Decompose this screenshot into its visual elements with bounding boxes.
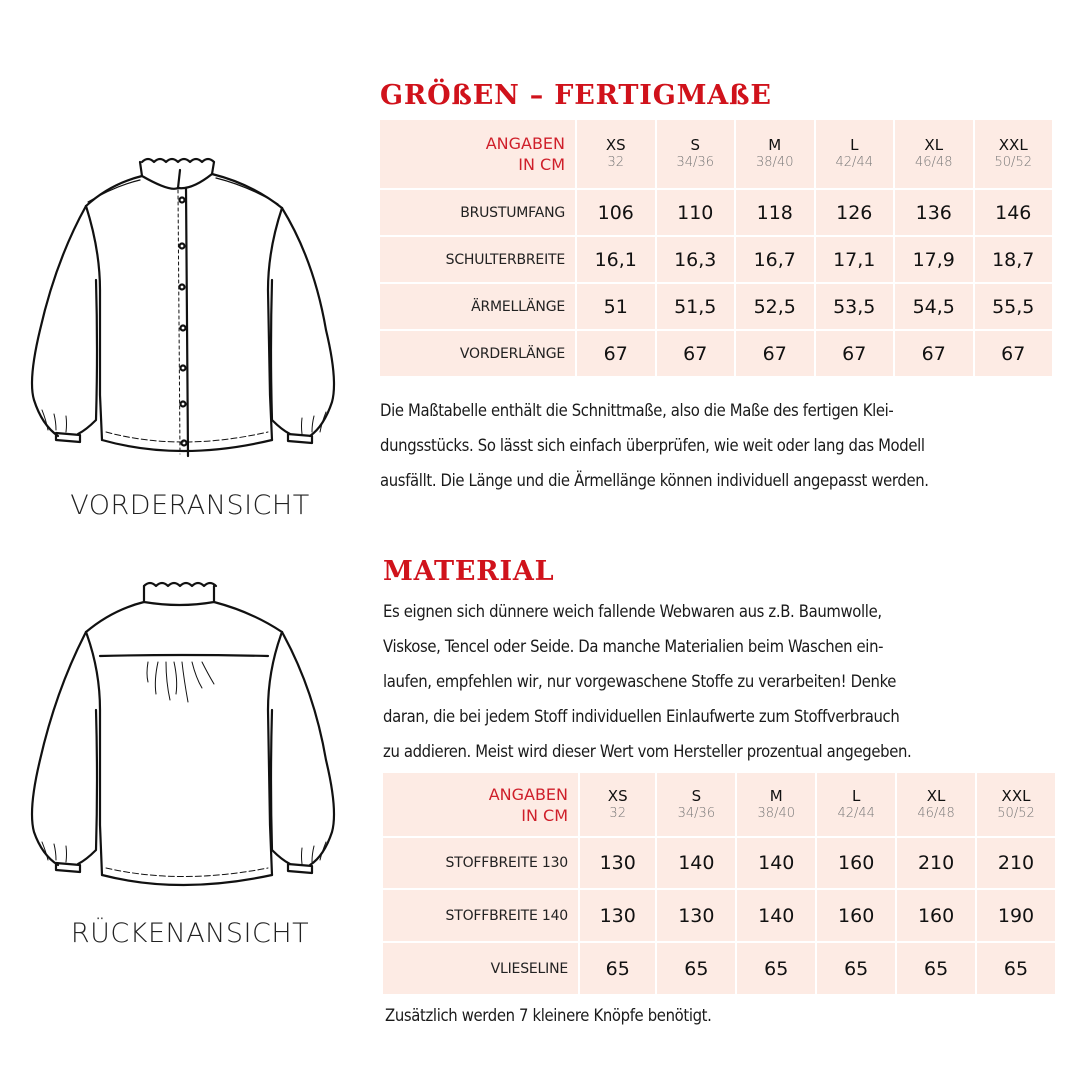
material-description bbox=[383, 594, 911, 769]
size-name: XL bbox=[926, 786, 946, 805]
table-cell: 67 bbox=[736, 331, 814, 376]
row-label: VLIESELINE bbox=[383, 943, 578, 994]
row-label: STOFFBREITE 130 bbox=[383, 838, 578, 888]
table-cell: 54,5 bbox=[895, 284, 973, 329]
front-view-label: VORDERANSICHT bbox=[70, 490, 310, 521]
header-unit-line1: ANGABEN bbox=[488, 784, 568, 804]
table-cell: 110 bbox=[657, 190, 735, 235]
size-column-header bbox=[580, 773, 655, 836]
row-label: BRUSTUMFANG bbox=[380, 190, 575, 235]
material-heading: MATERIAL bbox=[383, 556, 555, 587]
row-label: ÄRMELLÄNGE bbox=[380, 284, 575, 329]
table-cell: 16,7 bbox=[736, 237, 814, 282]
table-cell: 17,9 bbox=[895, 237, 973, 282]
size-column-header bbox=[977, 773, 1055, 836]
sizes-description bbox=[380, 393, 929, 498]
size-name: L bbox=[851, 786, 861, 805]
size-name: M bbox=[768, 136, 782, 154]
back-view-label: RÜCKENANSICHT bbox=[70, 918, 310, 949]
size-column-header bbox=[737, 773, 815, 836]
size-name: XL bbox=[924, 136, 944, 154]
size-name: XXL bbox=[1001, 786, 1031, 805]
table-cell: 16,3 bbox=[657, 237, 735, 282]
paragraph-line: laufen, empfehlen wir, nur vorgewaschene Stoffe zu verarbeiten! Denke bbox=[383, 672, 897, 691]
header-unit-line1: ANGABEN bbox=[485, 134, 565, 153]
sizes-table bbox=[378, 118, 1054, 378]
paragraph-line: Viskose, Tencel oder Seide. Da manche Materialien beim Waschen ein- bbox=[383, 637, 884, 656]
size-numbers: 50/52 bbox=[997, 805, 1035, 821]
size-column-header bbox=[577, 120, 655, 188]
table-cell: 146 bbox=[975, 190, 1053, 235]
table-cell: 51 bbox=[577, 284, 655, 329]
table-cell: 140 bbox=[737, 838, 815, 888]
size-numbers: 34/36 bbox=[676, 155, 714, 170]
row-label: VORDERLÄNGE bbox=[380, 331, 575, 376]
row-label: STOFFBREITE 140 bbox=[383, 890, 578, 941]
table-cell: 67 bbox=[657, 331, 735, 376]
size-numbers: 46/48 bbox=[915, 155, 953, 170]
size-numbers: 38/40 bbox=[757, 805, 795, 821]
table-cell: 190 bbox=[977, 890, 1055, 941]
sizes-heading: GRÖßEN – FERTIGMAßE bbox=[380, 80, 772, 111]
material-footnote bbox=[385, 998, 712, 1033]
table-cell: 136 bbox=[895, 190, 973, 235]
table-cell: 106 bbox=[577, 190, 655, 235]
size-name: M bbox=[769, 786, 783, 805]
size-numbers: 46/48 bbox=[917, 805, 955, 821]
table-row bbox=[380, 237, 1052, 282]
table-cell: 118 bbox=[736, 190, 814, 235]
paragraph-line: zu addieren. Meist wird dieser Wert vom Hersteller prozentual angegeben. bbox=[383, 742, 912, 761]
table-cell: 65 bbox=[657, 943, 735, 994]
table-cell: 51,5 bbox=[657, 284, 735, 329]
table-cell: 160 bbox=[897, 890, 975, 941]
blouse-back-drawing-icon bbox=[20, 570, 360, 910]
table-cell: 160 bbox=[817, 890, 895, 941]
table-cell: 210 bbox=[897, 838, 975, 888]
table-cell: 65 bbox=[737, 943, 815, 994]
paragraph-line: daran, die bei jedem Stoff individuellen Einlaufwerte zum Stoffverbrauch bbox=[383, 707, 900, 726]
size-column-header bbox=[657, 773, 735, 836]
paragraph-line: dungsstücks. So lässt sich einfach überprüfen, wie weit oder lang das Modell bbox=[380, 436, 925, 455]
table-cell: 52,5 bbox=[736, 284, 814, 329]
size-name: XS bbox=[605, 136, 626, 154]
table-cell: 140 bbox=[657, 838, 735, 888]
table-cell: 18,7 bbox=[975, 237, 1053, 282]
size-column-header bbox=[736, 120, 814, 188]
table-cell: 67 bbox=[895, 331, 973, 376]
size-column-header bbox=[975, 120, 1053, 188]
table-row bbox=[380, 284, 1052, 329]
material-table bbox=[381, 771, 1057, 996]
paragraph-line: Die Maßtabelle enthält die Schnittmaße, also die Maße des fertigen Klei- bbox=[380, 401, 894, 420]
size-numbers: 38/40 bbox=[756, 155, 794, 170]
size-name: S bbox=[690, 136, 701, 154]
back-view-illustration bbox=[20, 570, 360, 960]
size-column-header bbox=[816, 120, 894, 188]
size-numbers: 32 bbox=[609, 805, 626, 821]
table-cell: 65 bbox=[897, 943, 975, 994]
size-column-header bbox=[817, 773, 895, 836]
size-name: XS bbox=[607, 786, 628, 805]
size-name: XXL bbox=[998, 136, 1028, 154]
header-unit-label bbox=[380, 120, 575, 188]
header-unit-line2: IN CM bbox=[521, 805, 568, 825]
table-cell: 130 bbox=[580, 890, 655, 941]
size-numbers: 50/52 bbox=[994, 155, 1032, 170]
size-name: L bbox=[850, 136, 859, 154]
table-cell: 55,5 bbox=[975, 284, 1053, 329]
table-cell: 67 bbox=[577, 331, 655, 376]
header-unit-label bbox=[383, 773, 578, 836]
table-cell: 17,1 bbox=[816, 237, 894, 282]
table-cell: 67 bbox=[975, 331, 1053, 376]
header-unit-line2: IN CM bbox=[518, 155, 565, 174]
size-column-header bbox=[897, 773, 975, 836]
blouse-front-drawing-icon bbox=[20, 140, 360, 480]
size-name: S bbox=[691, 786, 702, 805]
table-row bbox=[380, 331, 1052, 376]
size-column-header bbox=[657, 120, 735, 188]
size-numbers: 32 bbox=[607, 155, 625, 170]
table-cell: 126 bbox=[816, 190, 894, 235]
table-cell: 67 bbox=[816, 331, 894, 376]
size-numbers: 42/44 bbox=[837, 805, 875, 821]
table-cell: 210 bbox=[977, 838, 1055, 888]
row-label: SCHULTERBREITE bbox=[380, 237, 575, 282]
table-cell: 65 bbox=[977, 943, 1055, 994]
table-cell: 130 bbox=[580, 838, 655, 888]
table-cell: 65 bbox=[817, 943, 895, 994]
table-header-row bbox=[383, 773, 1055, 836]
table-row bbox=[380, 190, 1052, 235]
table-cell: 65 bbox=[580, 943, 655, 994]
table-cell: 140 bbox=[737, 890, 815, 941]
front-view-illustration bbox=[20, 140, 360, 535]
table-cell: 16,1 bbox=[577, 237, 655, 282]
size-numbers: 42/44 bbox=[835, 155, 873, 170]
table-row bbox=[383, 838, 1055, 888]
paragraph-line: ausfällt. Die Länge und die Ärmellänge können individuell angepasst werden. bbox=[380, 471, 929, 490]
table-row bbox=[383, 890, 1055, 941]
table-cell: 160 bbox=[817, 838, 895, 888]
size-numbers: 34/36 bbox=[677, 805, 716, 821]
table-row bbox=[383, 943, 1055, 994]
table-header-row bbox=[380, 120, 1052, 188]
size-column-header bbox=[895, 120, 973, 188]
paragraph-line: Es eignen sich dünnere weich fallende Webwaren aus z.B. Baumwolle, bbox=[383, 602, 882, 621]
table-cell: 130 bbox=[657, 890, 735, 941]
table-cell: 53,5 bbox=[816, 284, 894, 329]
footnote-text: Zusätzlich werden 7 kleinere Knöpfe benötigt. bbox=[385, 1006, 712, 1025]
